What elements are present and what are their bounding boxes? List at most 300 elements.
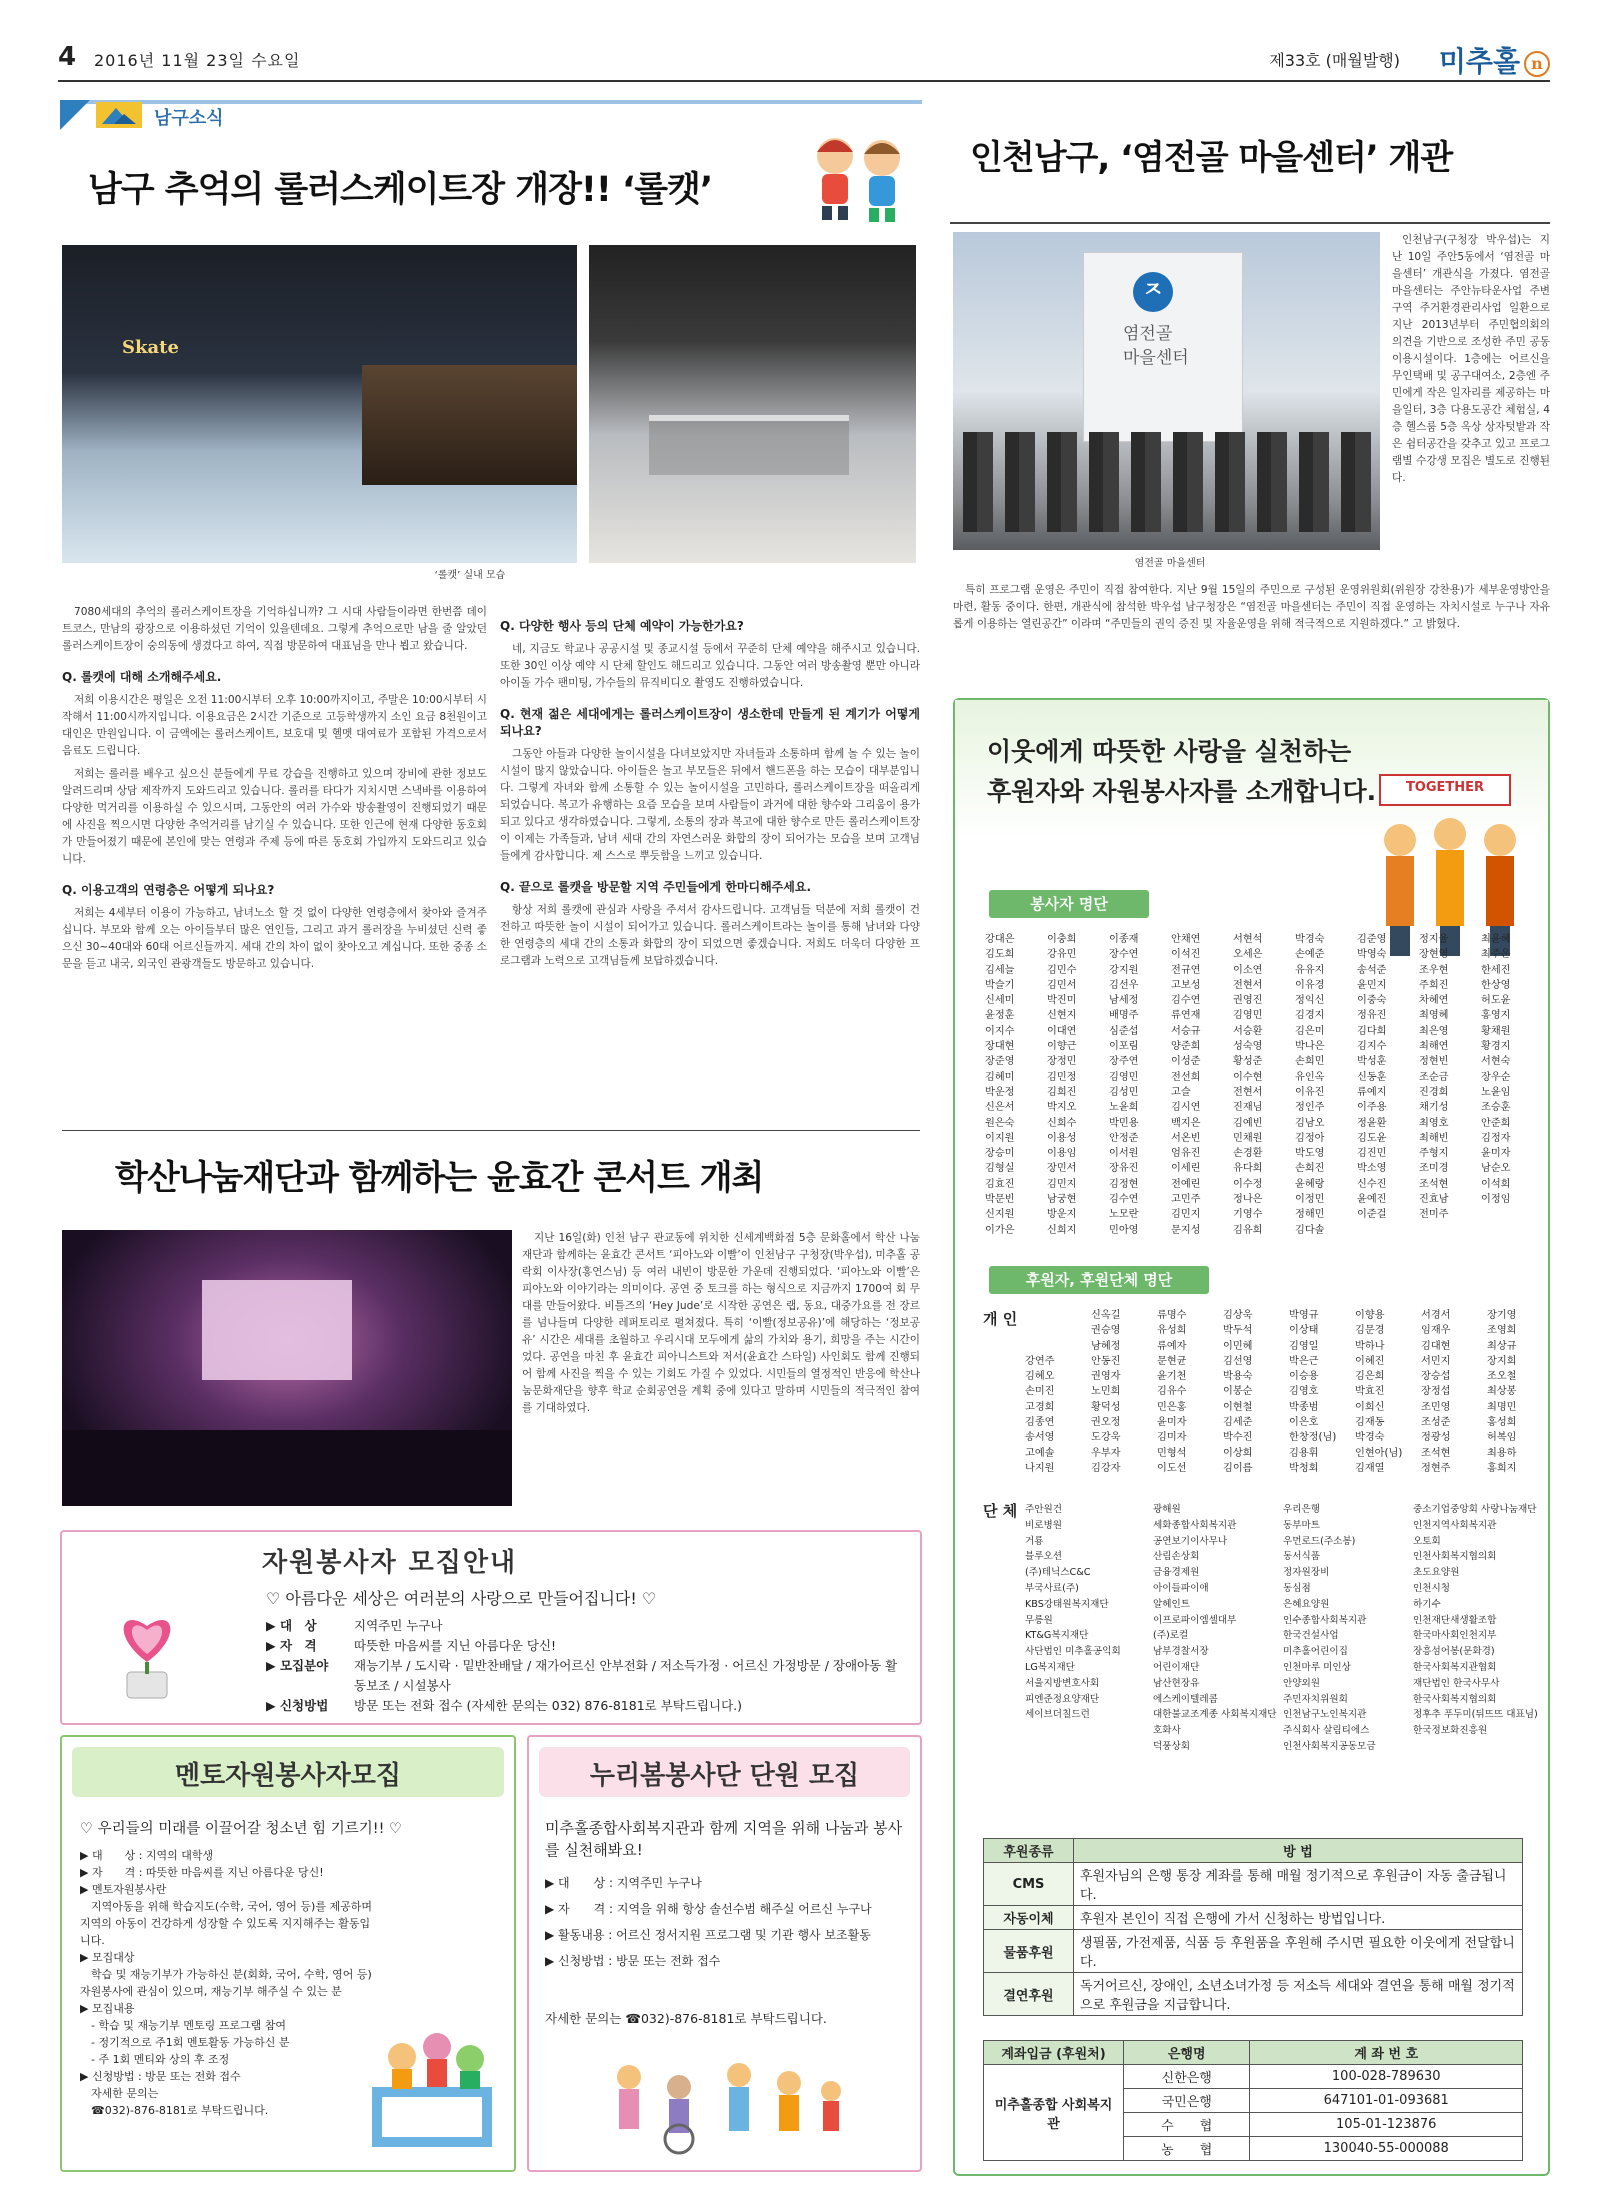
method-type-header: 후원종류 xyxy=(984,1839,1074,1863)
name-entry: 김민서 xyxy=(1047,979,1077,991)
name-entry: 김형실 xyxy=(985,1163,1015,1175)
group-entry: 세화종합사회복지관 xyxy=(1153,1519,1237,1531)
name-entry: 김민지 xyxy=(1171,1209,1201,1221)
name-entry: 조오철 xyxy=(1487,1371,1517,1383)
group-entry: 재단법인 한국사무사 xyxy=(1413,1677,1500,1689)
name-entry xyxy=(1419,1223,1477,1238)
group-entry: 정후추 푸두미(뒤뜨뜨 대표님) xyxy=(1413,1709,1538,1721)
stage-floor xyxy=(62,1430,512,1506)
concert-stage-photo xyxy=(62,1230,512,1506)
name-entry: 홍성희 xyxy=(1487,1417,1517,1429)
recruit-item-value: 재능기부 / 도시락 · 밑반찬배달 / 재가어르신 안부전화 / 저소득가정 · 어르신 가정방문 / 장애아동 활동보조 / 시설봉사 xyxy=(354,1658,898,1693)
masthead-logo-icon: n xyxy=(1524,51,1550,77)
center-title: 인천남구, ‘염전골 마을센터’ 개관 xyxy=(970,138,1453,178)
group-entry: LG복지재단 xyxy=(1025,1661,1075,1673)
name-column xyxy=(985,932,1043,1238)
name-entry: 이석희 xyxy=(1481,1178,1511,1190)
name-entry: 윤민지 xyxy=(1357,979,1387,991)
name-entry: 신수진 xyxy=(1357,1178,1387,1190)
name-entry: 원은숙 xyxy=(985,1117,1015,1129)
name-entry: 강지원 xyxy=(1109,964,1139,976)
name-entry: 성숙영 xyxy=(1233,1041,1263,1053)
name-entry: 진재님 xyxy=(1233,1102,1263,1114)
account-number: 647101-01-093681 xyxy=(1250,2089,1523,2113)
name-entry: 김유수 xyxy=(1157,1386,1187,1398)
name-entry: 민아영 xyxy=(1109,1224,1139,1236)
name-entry: 김준영 xyxy=(1357,934,1387,945)
name-entry: 전규연 xyxy=(1171,964,1201,976)
name-entry: 윤미자 xyxy=(1157,1417,1187,1429)
page-number: 4 xyxy=(58,42,77,72)
name-entry: 송석준 xyxy=(1357,964,1387,976)
name-entry: 조미경 xyxy=(1419,1163,1449,1175)
center-body-2: 특히 프로그램 운영은 주민이 직접 참여한다. 지난 9월 15일의 주민으로 구성된 운영위원회(위원장 강찬용)가 세부운영방안을 마련, 활동 중이다. 한편, 개관식에 참석한 박우섭 남구청장은 “염전골 마을센터는 주민이 직접 운영하는 자치시설로 누구나 자유롭게 이용하는 열린공간” 이라며 “주민들의 권익 증진 및 자율운영을 위해 적극적으로 지원하겠다.” 고 밝혔다. xyxy=(953,584,1550,630)
name-entry: 이봉순 xyxy=(1223,1386,1253,1398)
name-entry: 장유진 xyxy=(1109,1163,1139,1175)
volunteer-names xyxy=(985,932,1545,1242)
group-entry: 인천마루 미인상 xyxy=(1283,1661,1351,1673)
name-column xyxy=(1421,1308,1483,1476)
recruit-item-value: 지역주민 누구나 xyxy=(354,1618,443,1633)
name-column xyxy=(1481,932,1539,1238)
name-column xyxy=(1355,1308,1417,1476)
interview-question: Q. 현재 젊은 세대에게는 롤러스케이트장이 생소한데 만들게 된 계기가 어떻게 되나요? xyxy=(500,707,920,738)
group-entry: 우먼로드(주소봉) xyxy=(1283,1535,1356,1547)
group-entry: 주민자치위원회 xyxy=(1283,1693,1348,1705)
account-holder-header: 계좌입금 (후원처) xyxy=(984,2041,1124,2065)
ribbon-people xyxy=(963,432,1373,532)
recruit-item xyxy=(266,1656,906,1696)
name-entry: 김은미 xyxy=(1295,1025,1325,1037)
center-title-rule xyxy=(950,222,1550,224)
issue-date: 2016년 11월 23일 수요일 xyxy=(94,51,301,70)
name-entry: 노윤희 xyxy=(1109,1102,1139,1114)
method-desc: 생필품, 가전제품, 식품 등 후원품을 후원해 주시면 필요한 이웃에게 전달합니다. xyxy=(1074,1930,1523,1973)
masthead xyxy=(1439,40,1550,80)
group-entry: 금융경제원 xyxy=(1153,1567,1200,1579)
name-entry: 김효진 xyxy=(985,1178,1015,1190)
name-entry: 홍영지 xyxy=(1481,1010,1511,1022)
name-entry: 이성준 xyxy=(1171,1056,1201,1068)
name-entry: 김종연 xyxy=(1025,1417,1055,1429)
name-entry: 진경희 xyxy=(1419,1086,1449,1098)
recruit-items xyxy=(266,1616,906,1716)
name-entry: 김영일 xyxy=(1289,1340,1319,1352)
recruit-item-key: ▶ 신청방법 xyxy=(266,1698,329,1713)
group-entry: 동서식품 xyxy=(1283,1551,1321,1563)
name-entry: 최은영 xyxy=(1419,1025,1449,1037)
building-sign: 염전골 마을센터 xyxy=(1123,324,1189,368)
name-entry: 이지원 xyxy=(985,1132,1015,1144)
group-entry: 정자원장비 xyxy=(1283,1567,1330,1579)
name-entry: 이용임 xyxy=(1047,1148,1077,1160)
name-entry: 이향용 xyxy=(1355,1310,1385,1321)
center-photo-caption: 염전골 마을센터 xyxy=(1134,558,1206,569)
name-entry: 권영자 xyxy=(1091,1371,1121,1383)
name-entry: 김희진 xyxy=(1047,1086,1077,1098)
mentor-details xyxy=(80,1847,380,2119)
name-entry: 진효남 xyxy=(1419,1194,1449,1206)
name-entry: 배명주 xyxy=(1109,1010,1139,1022)
group-entry: 아이들파이애 xyxy=(1153,1582,1209,1594)
donor-title-line2: 후원자와 자원봉사자를 소개합니다. xyxy=(987,777,1377,806)
name-entry: 김다솔 xyxy=(1295,1224,1325,1236)
group-column xyxy=(1413,1502,1541,1739)
group-entry: 덕풍상회 xyxy=(1153,1740,1191,1752)
name-entry: 김진민 xyxy=(1357,1148,1387,1160)
name-entry: 김미자 xyxy=(1157,1432,1187,1444)
name-entry: 박도영 xyxy=(1295,1148,1325,1160)
name-entry: 김영민 xyxy=(1233,1010,1263,1022)
name-entry: 안채연 xyxy=(1171,934,1201,945)
name-entry: 정나은 xyxy=(1233,1194,1263,1206)
interview-paragraph: 항상 저희 롤캣에 관심과 사랑을 주셔서 감사드립니다. 고객님들 덕분에 저희 롤캣이 건전하고 따뜻한 놀이 시설이 되어가고 있습니다. 롤러스케이트라는 놀이를 통해 남녀와 다양한 연령층의 세대 간의 소통과 화합의 장이 되었으면 좋겠습니다. 저희도 더욱더 다양한 프로그램과 노력으로 고객님들께 보답하겠습니다. xyxy=(500,904,920,967)
name-entry: 정인주 xyxy=(1295,1102,1325,1114)
group-column xyxy=(1025,1502,1153,1723)
group-entry: 인천재단새생활조합 xyxy=(1413,1614,1497,1626)
interview-question: Q. 끝으로 롤캣을 방문할 지역 주민들에게 한마디해주세요. xyxy=(500,880,812,894)
name-entry: 서온빈 xyxy=(1171,1132,1201,1144)
name-entry: 유성희 xyxy=(1157,1325,1187,1337)
name-entry: 서민지 xyxy=(1421,1355,1451,1367)
name-entry: 이정임 xyxy=(1481,1194,1511,1206)
mentor-line: ▶ 대 상 : 지역의 대학생 xyxy=(80,1849,214,1862)
name-entry: 김남오 xyxy=(1295,1117,1325,1129)
group-column xyxy=(1153,1502,1281,1755)
group-entry: 남산현장유 xyxy=(1153,1677,1200,1689)
nuri-recruit-box xyxy=(527,1735,922,2172)
group-entry: 인수종합사회복지관 xyxy=(1283,1614,1367,1626)
name-entry: 강연주 xyxy=(1025,1355,1055,1367)
name-entry: 이가은 xyxy=(985,1224,1015,1236)
name-entry: 주형지 xyxy=(1419,1148,1449,1160)
roller-left-column xyxy=(62,604,487,979)
group-entry: 장흥섬어봉(문화경) xyxy=(1413,1646,1495,1658)
mentor-line: ☎032)-876-8181로 부탁드립니다. xyxy=(80,2104,269,2117)
name-entry: 김다희 xyxy=(1357,1025,1387,1037)
name-entry: 장준영 xyxy=(985,1056,1015,1068)
name-entry: 이향근 xyxy=(1047,1041,1077,1053)
name-entry: 남순오 xyxy=(1481,1163,1511,1175)
bank-name: 국민은행 xyxy=(1124,2089,1250,2113)
name-entry: 신현지 xyxy=(1047,1010,1077,1022)
donor-list-label: 후원자, 후원단체 명단 xyxy=(989,1266,1209,1294)
issue-number: 제33호 (매월발행) xyxy=(1269,51,1400,70)
interview-paragraph: 저희 이용시간은 평일은 오전 11:00시부터 오후 10:00까지이고, 주말은 10:00시부터 시작해서 11:00시까지입니다. 이용요금은 2시간 기준으로 고등학생까지 소인 요금 8천원이고 대인은 만원입니다. 이 금액에는 롤러스케이트, 보호대 및 헬멧 대여료가 포함된 가격으로서 음료도 드립니다. xyxy=(62,694,487,757)
method-row xyxy=(984,1863,1523,1906)
method-type: 자동이체 xyxy=(984,1906,1074,1930)
group-entry: 피엔준정요양재단 xyxy=(1025,1693,1100,1705)
name-column xyxy=(1233,932,1291,1238)
name-entry: 이세린 xyxy=(1171,1163,1201,1175)
name-entry: 전예린 xyxy=(1171,1178,1201,1190)
name-entry: 이충희 xyxy=(1047,934,1077,945)
name-entry: 손희민 xyxy=(1295,1056,1325,1068)
name-entry: 박청회 xyxy=(1289,1462,1319,1474)
name-entry: 최해연 xyxy=(1419,1041,1449,1053)
recruit-subtitle: ♡ 아름다운 세상은 여러분의 사랑으로 만들어집니다! ♡ xyxy=(266,1589,657,1608)
name-entry: 노모란 xyxy=(1109,1209,1139,1221)
name-entry: 노윤임 xyxy=(1481,1086,1511,1098)
name-entry xyxy=(1025,1323,1087,1338)
name-entry: 주희진 xyxy=(1419,979,1449,991)
group-entry: 어린이재단 xyxy=(1153,1661,1200,1673)
name-entry: 이대연 xyxy=(1047,1025,1077,1037)
method-row xyxy=(984,1906,1523,1930)
name-entry: 강유민 xyxy=(1047,949,1077,961)
name-entry: 한창정(님) xyxy=(1289,1432,1337,1444)
section-label: 남구소식 xyxy=(154,108,224,129)
mentor-title: 멘토자원봉사자모집 xyxy=(174,1761,402,1791)
name-entry: 조성준 xyxy=(1421,1417,1451,1429)
name-entry: 김대현 xyxy=(1421,1340,1451,1352)
group-entry: (주)로컬 xyxy=(1153,1630,1189,1642)
name-entry: 황성준 xyxy=(1233,1056,1263,1068)
name-entry: 최명민 xyxy=(1487,1401,1517,1413)
name-entry: 임재우 xyxy=(1421,1325,1451,1337)
name-entry: 윤기천 xyxy=(1157,1371,1187,1383)
name-entry: 장수연 xyxy=(1109,949,1139,961)
concert-body: 지난 16일(화) 인천 남구 관교동에 위치한 신세계백화점 5층 문화홀에서 학산 나눔재단과 함께하는 윤효간 콘서트 ‘피아노와 이빨’이 인천남구 구청장(박우섭), 미추홀 공락회 이사장(홍연스님) 등 여러 내빈이 방문한 가운데 진행되었다. ‘피아노와 이빨’은 피아노와 이야기라는 의미이다. 공연 중 토크를 하는 형식으로 지금까지 1700여 회 무대를 만들어왔다. 비틀즈의 ‘Hey Jude’로 시작한 공연은 랩, 동요, 대중가요를 전 장르를 넘나들며 다양한 레퍼토리로 펼쳐졌다. 특히 ‘이빨(정보공유)’에 해당하는 ‘정보공유’ 시간은 세대를 초월하고 우리시대 모두에게 삶의 가치와 용기, 희망을 주는 시간이었다. 공연을 마친 후 윤효간 피아니스트와 저서(윤효간 스타일) 사인회도 함께 진행되어 함께 사진을 찍을 수 있는 기회도 가질 수 있었다. 시민들의 열정적인 반응에 학산나눔문화재단을 향후 학교 순회공연을 계획 중에 있다고 말하며 시민들의 적극적인 참여를 기대하였다. xyxy=(522,1232,920,1414)
method-type: CMS xyxy=(984,1863,1074,1906)
volunteer-list-label: 봉사자 명단 xyxy=(989,890,1149,918)
recruit-item xyxy=(266,1636,906,1656)
name-column xyxy=(1289,1308,1351,1476)
recruit-item-value: 따뜻한 마음씨를 지닌 아름다운 당신! xyxy=(354,1638,557,1653)
interview-question: Q. 이용고객의 연령층은 어떻게 되나요? xyxy=(62,883,275,897)
name-entry: 한상영 xyxy=(1481,979,1511,991)
mentor-line: - 주 1회 멘티와 상의 후 조정 xyxy=(80,2053,230,2066)
name-entry: 서현석 xyxy=(1233,934,1263,945)
name-entry: 정현빈 xyxy=(1419,1056,1449,1068)
name-entry: 유인옥 xyxy=(1295,1071,1325,1083)
name-entry: 김상욱 xyxy=(1223,1310,1253,1321)
name-entry: 장정섭 xyxy=(1421,1386,1451,1398)
name-entry: 이서원 xyxy=(1109,1148,1139,1160)
name-entry: 나지원 xyxy=(1025,1462,1055,1474)
name-entry: 최영호 xyxy=(1419,1117,1449,1129)
name-entry: 이포림 xyxy=(1109,1041,1139,1053)
name-entry: 윤예진 xyxy=(1357,1194,1387,1206)
group-entry: 비로병원 xyxy=(1025,1519,1063,1531)
name-entry: 조석현 xyxy=(1419,1178,1449,1190)
nuri-contact: 자세한 문의는 ☎032)-876-8181로 부탁드립니다. xyxy=(545,2011,827,2026)
group-entry: 미추홀어린이집 xyxy=(1283,1646,1348,1658)
method-type: 물품후원 xyxy=(984,1930,1074,1973)
name-entry: 민형석 xyxy=(1157,1447,1187,1459)
name-entry: 이준걸 xyxy=(1357,1209,1387,1221)
name-entry: 남세정 xyxy=(1109,995,1139,1007)
name-entry: 안동진 xyxy=(1091,1355,1121,1367)
name-entry: 장기영 xyxy=(1487,1310,1517,1321)
name-entry: 이은호 xyxy=(1289,1417,1319,1429)
name-entry: 조민영 xyxy=(1421,1401,1451,1413)
name-entry: 최해빈 xyxy=(1419,1132,1449,1144)
name-entry: 이유경 xyxy=(1295,979,1325,991)
name-entry: 김영호 xyxy=(1289,1386,1319,1398)
name-entry: 민은홍 xyxy=(1157,1401,1187,1413)
name-entry: 박수진 xyxy=(1223,1432,1253,1444)
mentor-line: - 학습 및 재능기부 멘토링 프로그램 참여 xyxy=(80,2019,286,2032)
name-entry: 이석진 xyxy=(1171,949,1201,961)
group-entry: 초도요양원 xyxy=(1413,1567,1460,1579)
section-triangle xyxy=(60,100,90,130)
group-entry: 인천사회복지공동모금 xyxy=(1283,1740,1376,1752)
name-entry: 전선희 xyxy=(1171,1071,1201,1083)
name-entry: 이상희 xyxy=(1223,1447,1253,1459)
name-entry: 박영규 xyxy=(1289,1310,1319,1321)
name-entry: 서승환 xyxy=(1233,1025,1263,1037)
name-entry: 문현균 xyxy=(1157,1355,1187,1367)
name-entry: 한세진 xyxy=(1481,964,1511,976)
recruit-title: 자원봉사자 모집안내 xyxy=(262,1548,518,1578)
name-entry: 김시연 xyxy=(1171,1102,1201,1114)
name-entry: 이유진 xyxy=(1295,1086,1325,1098)
name-entry xyxy=(1481,1207,1539,1222)
group-entry: 중소기업중앙회 사랑나눔재단 xyxy=(1413,1504,1537,1515)
group-entry: 호화사 xyxy=(1153,1725,1181,1737)
name-entry: 오세은 xyxy=(1233,949,1263,961)
name-entry: 박두석 xyxy=(1223,1325,1253,1337)
name-entry: 김정아 xyxy=(1295,1132,1325,1144)
account-number: 105-01-123876 xyxy=(1250,2113,1523,2137)
mentor-line: 자세한 문의는 xyxy=(80,2087,159,2100)
name-entry: 최상규 xyxy=(1487,1340,1517,1352)
name-entry: 박효진 xyxy=(1355,1386,1385,1398)
bank-name: 농 협 xyxy=(1124,2137,1250,2161)
bank-account-table xyxy=(983,2040,1523,2161)
name-entry: 김지수 xyxy=(1357,1041,1387,1053)
mentor-line: ▶ 모집대상 xyxy=(80,1951,135,1964)
group-entry: 남부경찰서장 xyxy=(1153,1646,1209,1658)
name-entry: 김혜미 xyxy=(985,1071,1015,1083)
recruit-item-key: ▶ 모집분야 xyxy=(266,1658,329,1673)
group-entry: 하기수 xyxy=(1413,1598,1441,1610)
name-entry: 우부자 xyxy=(1091,1447,1121,1459)
account-number: 100-028-789630 xyxy=(1250,2065,1523,2089)
name-entry: 김강자 xyxy=(1091,1462,1121,1474)
name-entry: 권영진 xyxy=(1233,995,1263,1007)
mentor-line: ▶ 신청방법 : 방문 또는 전화 접수 xyxy=(80,2070,241,2083)
rink-tables xyxy=(649,415,849,475)
bank-name: 수 협 xyxy=(1124,2113,1250,2137)
account-number: 130040-55-000088 xyxy=(1250,2137,1523,2161)
interview-question: Q. 다양한 행사 등의 단체 예약이 가능한가요? xyxy=(500,619,744,633)
name-entry: 김정현 xyxy=(1109,1178,1139,1190)
group-entry: 동부마트 xyxy=(1283,1519,1321,1531)
name-entry: 안정준 xyxy=(1109,1132,1139,1144)
name-entry: 송서영 xyxy=(1025,1432,1055,1444)
name-entry: 류연재 xyxy=(1171,1010,1201,1022)
name-entry: 고예솔 xyxy=(1025,1447,1055,1459)
volunteer-recruit-box xyxy=(60,1530,922,1725)
name-entry: 김문경 xyxy=(1355,1325,1385,1337)
group-entry: 동심점 xyxy=(1283,1582,1311,1594)
name-column xyxy=(1295,932,1353,1238)
group-entry: 주안원건 xyxy=(1025,1504,1063,1515)
name-entry: 서승규 xyxy=(1171,1025,1201,1037)
roller-bottom-rule xyxy=(62,1130,920,1131)
name-column xyxy=(1109,932,1167,1238)
name-entry: 김경지 xyxy=(1295,1010,1325,1022)
name-entry: 박경숙 xyxy=(1355,1432,1385,1444)
name-entry: 김민지 xyxy=(1047,1178,1077,1190)
name-entry: 차혜연 xyxy=(1419,995,1449,1007)
name-column xyxy=(1419,932,1477,1238)
name-entry: 장우순 xyxy=(1481,1071,1511,1083)
name-entry: 이수정 xyxy=(1233,1178,1263,1190)
name-entry: 김선영 xyxy=(1223,1355,1253,1367)
group-entry: 세이브더칠드런 xyxy=(1025,1709,1090,1721)
name-entry: 김세늘 xyxy=(985,964,1015,976)
name-entry: 장승미 xyxy=(985,1148,1015,1160)
nuri-line: ▶ 신청방법 : 방문 또는 전화 접수 xyxy=(545,1954,721,1968)
concert-title: 학산나눔재단과 함께하는 윤효간 콘서트 개최 xyxy=(115,1158,764,1198)
name-entry: 노민희 xyxy=(1091,1386,1121,1398)
group-entry: 우리은행 xyxy=(1283,1504,1321,1515)
name-entry: 황채원 xyxy=(1481,1025,1511,1037)
header-rule xyxy=(58,80,1550,82)
name-entry: 김세준 xyxy=(1223,1417,1253,1429)
name-entry: 이수현 xyxy=(1233,1071,1263,1083)
children-book-illustration xyxy=(362,2007,502,2157)
name-entry: 김용휘 xyxy=(1289,1447,1319,1459)
mentor-subtitle: ♡ 우리들의 미래를 이끌어갈 청소년 힘 기르기!! ♡ xyxy=(80,1821,403,1837)
group-entry: 부국사료(주) xyxy=(1025,1582,1079,1594)
name-entry: 장주연 xyxy=(1109,1056,1139,1068)
interview-question: Q. 롤캣에 대해 소개해주세요. xyxy=(62,670,222,684)
group-entry: 공연보기이사무나 xyxy=(1153,1535,1228,1547)
group-entry: KBS강태원복지재단 xyxy=(1025,1598,1109,1610)
name-entry: 황경지 xyxy=(1481,1041,1511,1053)
name-entry: 박지오 xyxy=(1047,1102,1077,1114)
name-entry: 최영혜 xyxy=(1419,1010,1449,1022)
name-entry: 조영희 xyxy=(1487,1325,1517,1337)
name-column xyxy=(1171,932,1229,1238)
group-entry: 인천사회복지협의회 xyxy=(1413,1551,1497,1563)
name-entry: 장지희 xyxy=(1487,1355,1517,1367)
name-entry: 조우현 xyxy=(1419,964,1449,976)
name-entry: 전현서 xyxy=(1233,979,1263,991)
group-entry: 이프로파이엠셀대부 xyxy=(1153,1614,1237,1626)
interview-paragraph: 네, 지금도 학교나 공공시설 및 종교시설 등에서 꾸준히 단체 예약을 해주시고 있습니다. 또한 30인 이상 예약 시 단체 할인도 해드리고 있습니다. 그동안 여러 방송촬영 뿐만 아니라 아이돌 가수 팬미팅, 가수들의 뮤직비디오 촬영도 진행하였습니다. xyxy=(500,643,920,689)
name-entry: 정지율 xyxy=(1419,934,1449,945)
name-column xyxy=(1223,1308,1285,1476)
name-entry: 장현영 xyxy=(1419,949,1449,961)
roller-photo-caption: ‘롤캣’ 실내 모습 xyxy=(434,570,506,581)
name-entry: 이종재 xyxy=(1109,934,1139,945)
name-entry: 신지원 xyxy=(985,1209,1015,1221)
name-entry: 박하나 xyxy=(1355,1340,1385,1352)
name-entry xyxy=(1025,1339,1087,1354)
name-entry: 손예준 xyxy=(1295,949,1325,961)
group-entry: 대한불교조계종 사회복지재단 xyxy=(1153,1709,1277,1721)
name-entry: 전현서 xyxy=(1233,1086,1263,1098)
name-entry xyxy=(1481,1223,1539,1238)
group-entry: 인천남구노인복지관 xyxy=(1283,1709,1367,1721)
group-column xyxy=(1283,1502,1411,1755)
name-entry: 고경희 xyxy=(1025,1401,1055,1413)
group-entry: 한국마사회인천지부 xyxy=(1413,1630,1497,1642)
group-entry: 한국사회복지관협회 xyxy=(1413,1661,1497,1673)
name-entry: 정현주 xyxy=(1421,1462,1451,1474)
roller-rink-photo-1 xyxy=(62,245,577,563)
name-entry: 이중숙 xyxy=(1357,995,1387,1007)
interview-paragraph: 7080세대의 추억의 롤러스케이트장을 기억하십니까? 그 시대 사람들이라면 한번쯤 데이트코스, 만남의 광장으로 이용하셨던 기억이 있을텐데요. 그렇게 추억으로만 남을 줄 알았던 롤러스케이트장이 숭의동에 생겼다고 하여, 직접 방문하여 대표님을 만나 뵙고 왔습니다. xyxy=(62,606,487,652)
rink-railing xyxy=(362,365,577,485)
name-entry: 최윤혜 xyxy=(1481,934,1511,945)
name-entry: 정익신 xyxy=(1295,995,1325,1007)
